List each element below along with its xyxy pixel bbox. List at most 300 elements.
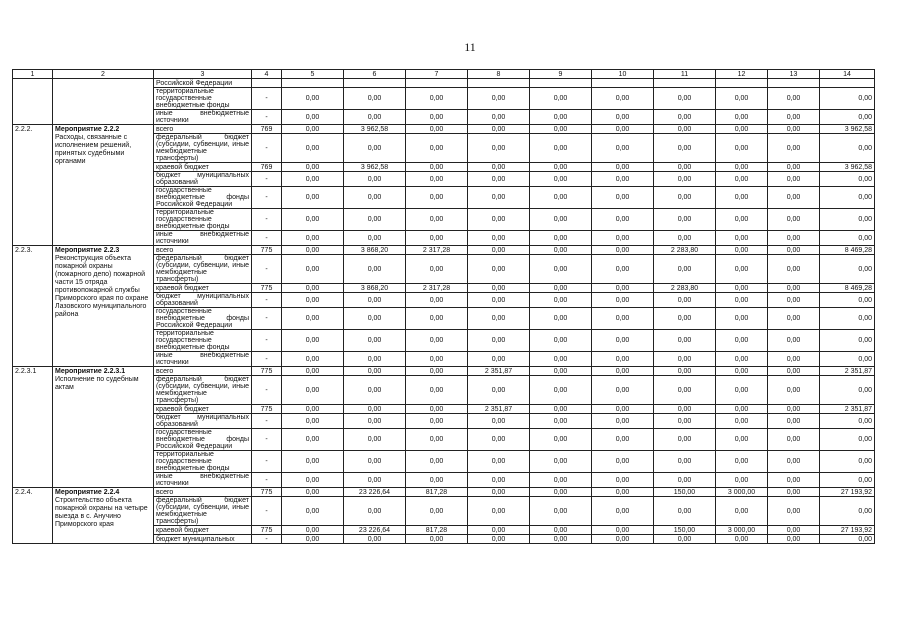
funding-source: бюджет муниципальных xyxy=(154,535,252,544)
funding-source: федеральный бюджет (субсидии, субвенции, иные межбюджетные трансферты) xyxy=(154,134,252,163)
responsible-code: - xyxy=(252,376,282,405)
year-value: 0,00 xyxy=(654,367,716,376)
funding-source: всего xyxy=(154,367,252,376)
year-value: 0,00 xyxy=(282,367,344,376)
year-value: 0,00 xyxy=(530,209,592,231)
year-value: 0,00 xyxy=(530,308,592,330)
year-value: 0,00 xyxy=(406,497,468,526)
funding-source: иные внебюджетные источники xyxy=(154,352,252,367)
year-value: 0,00 xyxy=(716,497,768,526)
column-number-cell: 4 xyxy=(252,70,282,79)
year-value: 0,00 xyxy=(592,488,654,497)
year-value: 0,00 xyxy=(406,429,468,451)
year-value: 0,00 xyxy=(406,330,468,352)
year-value: 0,00 xyxy=(592,134,654,163)
year-value: 817,28 xyxy=(406,526,468,535)
year-value: 0,00 xyxy=(654,231,716,246)
year-value: 0,00 xyxy=(768,246,820,255)
responsible-code: - xyxy=(252,134,282,163)
activity-description: Исполнение по судебным актам xyxy=(55,376,139,391)
year-value: 0,00 xyxy=(654,429,716,451)
year-value: 0,00 xyxy=(592,231,654,246)
column-number-cell: 14 xyxy=(820,70,875,79)
year-value: 0,00 xyxy=(592,125,654,134)
funding-source: краевой бюджет xyxy=(154,405,252,414)
activity-title: Мероприятие 2.2.3 xyxy=(55,247,120,254)
year-value: 0,00 xyxy=(530,352,592,367)
year-value: 0,00 xyxy=(406,414,468,429)
year-value: 0,00 xyxy=(344,352,406,367)
responsible-code: - xyxy=(252,255,282,284)
funding-source: иные внебюджетные источники xyxy=(154,110,252,125)
year-value: 0,00 xyxy=(530,367,592,376)
responsible-code: - xyxy=(252,187,282,209)
year-value: 0,00 xyxy=(654,88,716,110)
year-value: 0,00 xyxy=(716,163,768,172)
funding-source: бюджет муниципальных образований xyxy=(154,414,252,429)
responsible-code: - xyxy=(252,172,282,187)
year-value: 0,00 xyxy=(282,352,344,367)
year-value xyxy=(344,79,406,88)
year-value: 0,00 xyxy=(716,246,768,255)
year-value: 0,00 xyxy=(282,293,344,308)
column-number-cell: 5 xyxy=(282,70,344,79)
responsible-code: - xyxy=(252,308,282,330)
year-value: 0,00 xyxy=(768,526,820,535)
funding-source: территориальные государственные внебюджетные фонды xyxy=(154,451,252,473)
funding-source: всего xyxy=(154,488,252,497)
year-value: 0,00 xyxy=(406,163,468,172)
year-value: 0,00 xyxy=(654,414,716,429)
activity-description: Реконструкция объекта пожарной охраны (пожарного депо) пожарной части 15 отряда противопожарной службы Приморского края по охране Лазовского муниципального района xyxy=(55,255,149,318)
year-value: 0,00 xyxy=(282,88,344,110)
year-value: 0,00 xyxy=(282,255,344,284)
year-value: 0,00 xyxy=(654,535,716,544)
year-value: 0,00 xyxy=(768,163,820,172)
year-value: 0,00 xyxy=(344,535,406,544)
activity-number: 2.2.3. xyxy=(13,246,53,367)
year-value: 0,00 xyxy=(282,209,344,231)
funding-source: территориальные государственные внебюджетные фонды xyxy=(154,88,252,110)
year-value: 0,00 xyxy=(282,330,344,352)
year-value: 150,00 xyxy=(654,488,716,497)
year-value: 0,00 xyxy=(468,376,530,405)
year-value: 0,00 xyxy=(716,352,768,367)
year-value: 0,00 xyxy=(768,284,820,293)
year-value: 0,00 xyxy=(406,125,468,134)
total-value: 0,00 xyxy=(820,172,875,187)
total-value: 0,00 xyxy=(820,473,875,488)
year-value: 0,00 xyxy=(654,352,716,367)
funding-source: территориальные государственные внебюджетные фонды xyxy=(154,209,252,231)
activity-name-cell xyxy=(53,488,154,544)
year-value: 0,00 xyxy=(716,414,768,429)
responsible-code: - xyxy=(252,88,282,110)
year-value xyxy=(406,79,468,88)
year-value: 0,00 xyxy=(654,187,716,209)
year-value: 0,00 xyxy=(468,308,530,330)
responsible-code: 775 xyxy=(252,405,282,414)
year-value: 0,00 xyxy=(530,405,592,414)
year-value: 2 317,28 xyxy=(406,246,468,255)
year-value: 0,00 xyxy=(654,125,716,134)
column-number-cell: 6 xyxy=(344,70,406,79)
year-value: 3 000,00 xyxy=(716,488,768,497)
year-value: 0,00 xyxy=(344,451,406,473)
column-number-cell: 9 xyxy=(530,70,592,79)
year-value: 0,00 xyxy=(768,209,820,231)
responsible-code xyxy=(252,79,282,88)
year-value: 0,00 xyxy=(344,414,406,429)
year-value: 0,00 xyxy=(468,209,530,231)
year-value: 0,00 xyxy=(654,330,716,352)
funding-source: государственные внебюджетные фонды Российской Федерации xyxy=(154,308,252,330)
table-row xyxy=(13,246,875,255)
year-value: 0,00 xyxy=(592,405,654,414)
year-value: 0,00 xyxy=(530,535,592,544)
activity-title: Мероприятие 2.2.2 xyxy=(55,126,120,133)
year-value: 0,00 xyxy=(716,209,768,231)
column-number-cell: 1 xyxy=(13,70,53,79)
year-value: 0,00 xyxy=(768,488,820,497)
year-value: 3 868,20 xyxy=(344,284,406,293)
column-number-cell: 12 xyxy=(716,70,768,79)
year-value: 0,00 xyxy=(530,110,592,125)
column-number-cell: 3 xyxy=(154,70,252,79)
year-value: 0,00 xyxy=(768,125,820,134)
year-value xyxy=(768,79,820,88)
year-value: 0,00 xyxy=(530,429,592,451)
year-value: 0,00 xyxy=(282,246,344,255)
year-value: 0,00 xyxy=(592,526,654,535)
year-value: 0,00 xyxy=(530,451,592,473)
year-value: 0,00 xyxy=(468,172,530,187)
year-value: 0,00 xyxy=(282,125,344,134)
year-value: 0,00 xyxy=(468,429,530,451)
year-value: 0,00 xyxy=(344,110,406,125)
year-value: 0,00 xyxy=(592,110,654,125)
year-value: 0,00 xyxy=(768,330,820,352)
responsible-code: 775 xyxy=(252,284,282,293)
year-value: 0,00 xyxy=(282,535,344,544)
year-value xyxy=(282,79,344,88)
year-value: 0,00 xyxy=(654,110,716,125)
year-value: 0,00 xyxy=(468,88,530,110)
year-value: 0,00 xyxy=(530,473,592,488)
year-value: 0,00 xyxy=(768,451,820,473)
year-value: 0,00 xyxy=(716,376,768,405)
year-value: 0,00 xyxy=(592,497,654,526)
responsible-code: 775 xyxy=(252,367,282,376)
funding-source: краевой бюджет xyxy=(154,526,252,535)
year-value: 0,00 xyxy=(716,88,768,110)
year-value: 0,00 xyxy=(768,497,820,526)
responsible-code: - xyxy=(252,209,282,231)
year-value: 0,00 xyxy=(530,376,592,405)
page-number: 11 xyxy=(464,40,476,54)
total-value: 0,00 xyxy=(820,451,875,473)
year-value: 0,00 xyxy=(468,284,530,293)
year-value: 0,00 xyxy=(768,535,820,544)
year-value: 0,00 xyxy=(468,352,530,367)
year-value: 0,00 xyxy=(768,414,820,429)
year-value: 0,00 xyxy=(344,231,406,246)
year-value: 0,00 xyxy=(654,134,716,163)
year-value: 0,00 xyxy=(768,110,820,125)
year-value: 0,00 xyxy=(344,308,406,330)
year-value: 0,00 xyxy=(592,163,654,172)
year-value: 0,00 xyxy=(282,284,344,293)
funding-source: территориальные государственные внебюджетные фонды xyxy=(154,330,252,352)
activity-title: Мероприятие 2.2.4 xyxy=(55,489,120,496)
funding-source: бюджет муниципальных образований xyxy=(154,172,252,187)
year-value: 0,00 xyxy=(344,293,406,308)
responsible-code: - xyxy=(252,473,282,488)
activity-name-cell xyxy=(53,79,154,125)
activity-title: Мероприятие 2.2.3.1 xyxy=(55,368,126,375)
funding-source: государственные внебюджетные фонды Российской Федерации xyxy=(154,429,252,451)
year-value: 0,00 xyxy=(468,246,530,255)
total-value: 0,00 xyxy=(820,110,875,125)
funding-source: всего xyxy=(154,246,252,255)
year-value: 0,00 xyxy=(768,308,820,330)
year-value: 0,00 xyxy=(282,473,344,488)
year-value: 0,00 xyxy=(468,451,530,473)
year-value: 0,00 xyxy=(716,187,768,209)
year-value: 0,00 xyxy=(654,376,716,405)
year-value: 2 351,87 xyxy=(468,405,530,414)
year-value: 0,00 xyxy=(282,451,344,473)
year-value: 0,00 xyxy=(654,209,716,231)
year-value: 0,00 xyxy=(530,88,592,110)
responsible-code: - xyxy=(252,497,282,526)
column-number-cell: 10 xyxy=(592,70,654,79)
column-number-cell: 8 xyxy=(468,70,530,79)
year-value: 0,00 xyxy=(716,330,768,352)
year-value: 0,00 xyxy=(654,163,716,172)
year-value: 0,00 xyxy=(530,414,592,429)
year-value: 0,00 xyxy=(768,134,820,163)
year-value: 0,00 xyxy=(716,231,768,246)
year-value: 0,00 xyxy=(716,308,768,330)
responsible-code: 775 xyxy=(252,246,282,255)
year-value: 0,00 xyxy=(344,405,406,414)
year-value xyxy=(592,79,654,88)
table-row xyxy=(13,125,875,134)
year-value: 2 283,80 xyxy=(654,246,716,255)
year-value: 0,00 xyxy=(592,414,654,429)
year-value: 0,00 xyxy=(592,293,654,308)
activity-description: Расходы, связанные с исполнением решений, принятых судебными органами xyxy=(55,134,132,165)
year-value: 0,00 xyxy=(592,187,654,209)
year-value: 3 000,00 xyxy=(716,526,768,535)
activity-name-cell xyxy=(53,367,154,488)
year-value: 0,00 xyxy=(468,134,530,163)
year-value: 0,00 xyxy=(282,163,344,172)
total-value: 0,00 xyxy=(820,535,875,544)
responsible-code: - xyxy=(252,535,282,544)
year-value: 23 226,64 xyxy=(344,488,406,497)
total-value: 0,00 xyxy=(820,255,875,284)
year-value: 0,00 xyxy=(344,172,406,187)
year-value: 0,00 xyxy=(530,125,592,134)
total-value: 0,00 xyxy=(820,376,875,405)
responsible-code: - xyxy=(252,414,282,429)
year-value: 0,00 xyxy=(406,187,468,209)
year-value: 3 962,58 xyxy=(344,125,406,134)
year-value: 0,00 xyxy=(344,497,406,526)
year-value: 0,00 xyxy=(592,308,654,330)
year-value: 2 317,28 xyxy=(406,284,468,293)
year-value: 0,00 xyxy=(468,414,530,429)
year-value: 0,00 xyxy=(716,125,768,134)
column-number-cell: 13 xyxy=(768,70,820,79)
total-value: 0,00 xyxy=(820,352,875,367)
funding-source: федеральный бюджет (субсидии, субвенции, иные межбюджетные трансферты) xyxy=(154,376,252,405)
year-value: 0,00 xyxy=(654,308,716,330)
year-value: 0,00 xyxy=(406,451,468,473)
year-value: 0,00 xyxy=(344,473,406,488)
year-value: 0,00 xyxy=(468,231,530,246)
year-value: 0,00 xyxy=(344,376,406,405)
year-value: 0,00 xyxy=(282,376,344,405)
year-value: 0,00 xyxy=(592,284,654,293)
funding-source: краевой бюджет xyxy=(154,163,252,172)
year-value: 0,00 xyxy=(716,172,768,187)
responsible-code: 775 xyxy=(252,488,282,497)
table-row xyxy=(13,488,875,497)
total-value: 0,00 xyxy=(820,231,875,246)
year-value: 0,00 xyxy=(468,163,530,172)
year-value: 0,00 xyxy=(768,405,820,414)
year-value: 0,00 xyxy=(592,246,654,255)
year-value: 0,00 xyxy=(768,376,820,405)
year-value xyxy=(654,79,716,88)
funding-source: федеральный бюджет (субсидии, субвенции, иные межбюджетные трансферты) xyxy=(154,497,252,526)
responsible-code: - xyxy=(252,451,282,473)
year-value: 0,00 xyxy=(282,110,344,125)
activity-number: 2.2.2. xyxy=(13,125,53,246)
total-value: 8 469,28 xyxy=(820,284,875,293)
year-value: 0,00 xyxy=(282,488,344,497)
year-value: 0,00 xyxy=(530,172,592,187)
year-value: 0,00 xyxy=(716,367,768,376)
year-value: 0,00 xyxy=(768,367,820,376)
total-value: 0,00 xyxy=(820,414,875,429)
year-value: 3 962,58 xyxy=(344,163,406,172)
year-value: 0,00 xyxy=(468,488,530,497)
year-value: 0,00 xyxy=(530,526,592,535)
activity-name-cell xyxy=(53,125,154,246)
year-value: 0,00 xyxy=(406,367,468,376)
year-value: 0,00 xyxy=(716,535,768,544)
year-value: 0,00 xyxy=(530,293,592,308)
total-value: 0,00 xyxy=(820,330,875,352)
year-value: 0,00 xyxy=(592,352,654,367)
year-value: 0,00 xyxy=(468,255,530,284)
year-value: 0,00 xyxy=(468,187,530,209)
year-value: 0,00 xyxy=(468,535,530,544)
year-value: 0,00 xyxy=(654,172,716,187)
year-value xyxy=(530,79,592,88)
year-value: 0,00 xyxy=(716,293,768,308)
year-value: 0,00 xyxy=(592,429,654,451)
year-value: 23 226,64 xyxy=(344,526,406,535)
year-value: 0,00 xyxy=(406,535,468,544)
activity-number: 2.2.4. xyxy=(13,488,53,544)
year-value: 0,00 xyxy=(282,172,344,187)
total-value: 0,00 xyxy=(820,88,875,110)
year-value: 0,00 xyxy=(654,255,716,284)
year-value: 0,00 xyxy=(406,172,468,187)
year-value: 0,00 xyxy=(716,473,768,488)
year-value: 0,00 xyxy=(344,134,406,163)
total-value: 0,00 xyxy=(820,134,875,163)
year-value: 0,00 xyxy=(768,255,820,284)
funding-source: всего xyxy=(154,125,252,134)
year-value: 0,00 xyxy=(592,209,654,231)
year-value: 0,00 xyxy=(716,284,768,293)
year-value: 0,00 xyxy=(592,367,654,376)
total-value: 0,00 xyxy=(820,187,875,209)
funding-source: краевой бюджет xyxy=(154,284,252,293)
year-value: 0,00 xyxy=(282,308,344,330)
year-value: 0,00 xyxy=(282,187,344,209)
year-value: 0,00 xyxy=(592,172,654,187)
year-value: 0,00 xyxy=(282,231,344,246)
year-value: 0,00 xyxy=(406,110,468,125)
funding-source: иные внебюджетные источники xyxy=(154,231,252,246)
year-value: 0,00 xyxy=(592,330,654,352)
year-value: 0,00 xyxy=(282,526,344,535)
year-value: 0,00 xyxy=(406,255,468,284)
year-value: 0,00 xyxy=(654,405,716,414)
year-value: 0,00 xyxy=(530,134,592,163)
year-value: 0,00 xyxy=(654,497,716,526)
year-value: 0,00 xyxy=(530,255,592,284)
year-value: 0,00 xyxy=(468,293,530,308)
funding-source: бюджет муниципальных образований xyxy=(154,293,252,308)
total-value: 27 193,92 xyxy=(820,488,875,497)
total-value: 8 469,28 xyxy=(820,246,875,255)
year-value: 150,00 xyxy=(654,526,716,535)
year-value: 0,00 xyxy=(344,330,406,352)
total-value: 0,00 xyxy=(820,209,875,231)
year-value: 0,00 xyxy=(530,330,592,352)
year-value: 0,00 xyxy=(530,284,592,293)
funding-source: иные внебюджетные источники xyxy=(154,473,252,488)
year-value: 0,00 xyxy=(530,187,592,209)
year-value: 0,00 xyxy=(530,231,592,246)
activity-number xyxy=(13,79,53,125)
total-value: 0,00 xyxy=(820,497,875,526)
year-value: 0,00 xyxy=(530,163,592,172)
funding-source: федеральный бюджет (субсидии, субвенции, иные межбюджетные трансферты) xyxy=(154,255,252,284)
year-value: 0,00 xyxy=(530,488,592,497)
year-value: 0,00 xyxy=(768,88,820,110)
year-value: 0,00 xyxy=(282,405,344,414)
year-value: 0,00 xyxy=(406,473,468,488)
year-value: 0,00 xyxy=(468,125,530,134)
year-value: 0,00 xyxy=(468,110,530,125)
activity-description: Строительство объекта пожарной охраны на четыре выезда в с. Анучино Приморского края xyxy=(55,497,148,528)
total-value: 2 351,87 xyxy=(820,405,875,414)
year-value: 0,00 xyxy=(592,473,654,488)
year-value: 0,00 xyxy=(344,209,406,231)
year-value: 0,00 xyxy=(768,172,820,187)
year-value: 0,00 xyxy=(282,497,344,526)
responsible-code: - xyxy=(252,110,282,125)
